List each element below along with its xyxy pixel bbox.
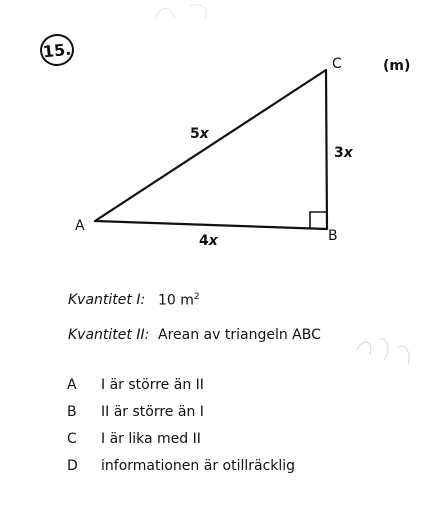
pencil-scribble-margin bbox=[352, 330, 422, 370]
option-a: A I är större än II bbox=[67, 377, 204, 393]
triangle-outline bbox=[95, 70, 327, 229]
option-b: B II är större än I bbox=[67, 404, 204, 420]
option-c: C I är lika med II bbox=[67, 431, 201, 447]
quantity-one-label: Kvantitet I: bbox=[68, 292, 146, 308]
option-d: D informationen är otillräcklig bbox=[67, 458, 296, 474]
vertex-label-a: A bbox=[75, 218, 85, 234]
vertex-label-b: B bbox=[328, 228, 338, 244]
quantity-two-value: Arean av triangeln ABC bbox=[158, 327, 321, 343]
quantity-one-row bbox=[68, 292, 200, 309]
quantity-two-label: Kvantitet II: bbox=[68, 327, 150, 343]
vertex-label-c: C bbox=[332, 56, 342, 72]
quantity-one-value: 10 $m^2$ bbox=[158, 292, 200, 309]
side-label-hypotenuse: 5x bbox=[190, 126, 209, 142]
side-label-vertical: 3x bbox=[334, 145, 353, 161]
quantity-two-row bbox=[68, 327, 321, 343]
right-angle-marker bbox=[310, 212, 326, 229]
problem-number: 15. bbox=[38, 32, 75, 67]
unit-label: (m) bbox=[383, 58, 411, 74]
side-label-base: 4x bbox=[199, 233, 218, 249]
